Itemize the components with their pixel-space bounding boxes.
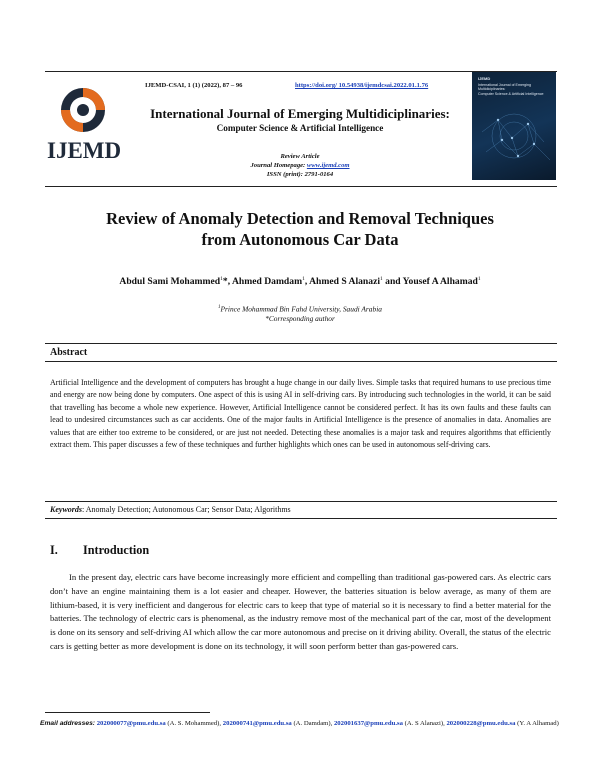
author-name: Ahmed S Alanazi	[309, 276, 380, 288]
cover-graphic-icon	[472, 72, 556, 180]
homepage-label: Journal Homepage:	[250, 162, 306, 169]
cover-label: IJEMD	[478, 76, 491, 81]
author-separator: ,	[304, 276, 310, 288]
author-list	[40, 276, 560, 287]
author-name: Ahmed Damdam	[231, 276, 303, 288]
email-owner: (A. S. Mohammed),	[165, 720, 223, 727]
email-owner: (A. S Alanazi),	[402, 720, 447, 727]
author-name: Yousef A Alhamad	[402, 276, 478, 288]
affiliations	[100, 303, 500, 324]
header-bottom-rule	[45, 186, 557, 187]
email-link[interactable]: 202000228@pmu.edu.sa	[446, 720, 516, 727]
author-mark: 1	[220, 276, 223, 282]
abstract-top-rule	[45, 343, 557, 344]
author-mark: 1	[477, 276, 481, 282]
section-title: Introduction	[83, 543, 150, 557]
email-owner: (A. Damdam),	[291, 720, 334, 727]
abstract-heading-rule	[45, 361, 557, 362]
cover-journal-subtitle: Computer Science & Artificial Intelligence	[478, 92, 544, 96]
email-label: Email addresses:	[40, 720, 96, 727]
introduction-text: In the present day, electric cars have become increasingly more efficient and compelling than traditional gas-powered cars. As electric cars don’t have an engine maintaining them is a lot easier and cheaper. However, the batteries situation is below average, as many of them are lithium-based, it is very inefficient and dangerous for electric cars to keep that type of material so it is necessary to find a better material for the batteries. The technology of electric cars is phenomenal, as the industry remove most of the mechanical part of the car, most of the development is done on its sensory and self-driving AI which allow the car more autonomous and precise on it driving ability. Overall, the status of the electric cars is getting better as more development is done on its technology, it will soon perform better than gas-powered cars.	[50, 572, 551, 651]
email-link[interactable]: 202000741@pmu.edu.sa	[222, 720, 292, 727]
doi-link[interactable]: https://doi.org/ 10.54938/ijemdcsai.2022.01.1.76	[295, 82, 429, 89]
logo-wordmark: IJEMD	[47, 138, 122, 163]
journal-info	[130, 152, 470, 179]
keywords-text: : Anomaly Detection; Autonomous Car; Sensor Data; Algorithms	[82, 505, 291, 514]
journal-logo	[47, 86, 122, 166]
journal-homepage	[130, 161, 470, 170]
citation-line	[145, 82, 463, 89]
journal-subtitle: Computer Science & Artificial Intelligence	[216, 123, 384, 133]
author-name: Abdul Sami Mohammed	[119, 276, 221, 288]
journal-cover-thumbnail	[472, 72, 556, 180]
affiliation	[100, 303, 500, 314]
email-link[interactable]: 202001637@pmu.edu.sa	[333, 720, 403, 727]
author-mark: 1	[302, 276, 305, 282]
author-separator: and	[382, 276, 403, 288]
keywords-bottom-rule	[45, 518, 557, 519]
author-separator: *,	[222, 276, 232, 288]
issn: ISSN (print): 2791-0164	[266, 171, 334, 178]
cover-journal-title: International Journal of Emerging Multidiciplinaries:	[478, 83, 531, 92]
email-owner: (Y. A Alhamad)	[515, 720, 559, 727]
keywords-top-rule	[45, 501, 557, 502]
section-heading	[50, 543, 149, 558]
logo-emblem-icon	[47, 86, 119, 138]
homepage-link[interactable]: www.ijemd.com	[306, 162, 350, 169]
citation: IJEMD-CSAI, 1 (1) (2022), 87 – 96	[145, 82, 243, 89]
section-number: I.	[50, 543, 58, 557]
paper-title	[60, 208, 540, 250]
abstract-text: Artificial Intelligence and the development of computers has brought a huge change in our daily lives. Simple tasks that required humans to use precious time and energy are now being done by computers. One aspect of this is using AI in self-driving cars. By introducing such technologies in the world, it can be said that travelling has become a whole new experience. However, Artificial Intelligence cannot be considered perfect. It has its own faults and these faults can lead to undesired circumstances such as car accidents. One of the major faults in Artificial Intelligence is the presence of anomalies in data. Anomalies are values that are either too extreme to be considered, or are just not needed. Detecting these anomalies is a major task and requires algorithms that efficiently extract them. This paper discusses a few of these techniques and further highlights which ones can be used in autonomous self-driving cars.	[50, 378, 551, 450]
paper-title-line1: Review of Anomaly Detection and Removal Techniques	[106, 209, 494, 228]
article-type: Review Article	[280, 153, 320, 160]
journal-title: International Journal of Emerging Multidiciplinaries:	[150, 106, 450, 121]
keywords	[50, 505, 291, 514]
abstract-heading: Abstract	[50, 347, 88, 358]
author-mark: 1	[380, 276, 383, 282]
affiliation-text: Prince Mohammad Bin Fahd University, Saudi Arabia	[220, 304, 382, 314]
corresponding-note: *Corresponding author	[265, 314, 335, 324]
email-footnote	[40, 718, 560, 730]
footnote-rule	[45, 712, 210, 713]
email-link[interactable]: 202000077@pmu.edu.sa	[96, 720, 166, 727]
keywords-label: Keywords	[50, 505, 82, 514]
paper-title-line2: from Autonomous Car Data	[201, 230, 399, 249]
affiliation-mark: 1	[218, 305, 221, 310]
